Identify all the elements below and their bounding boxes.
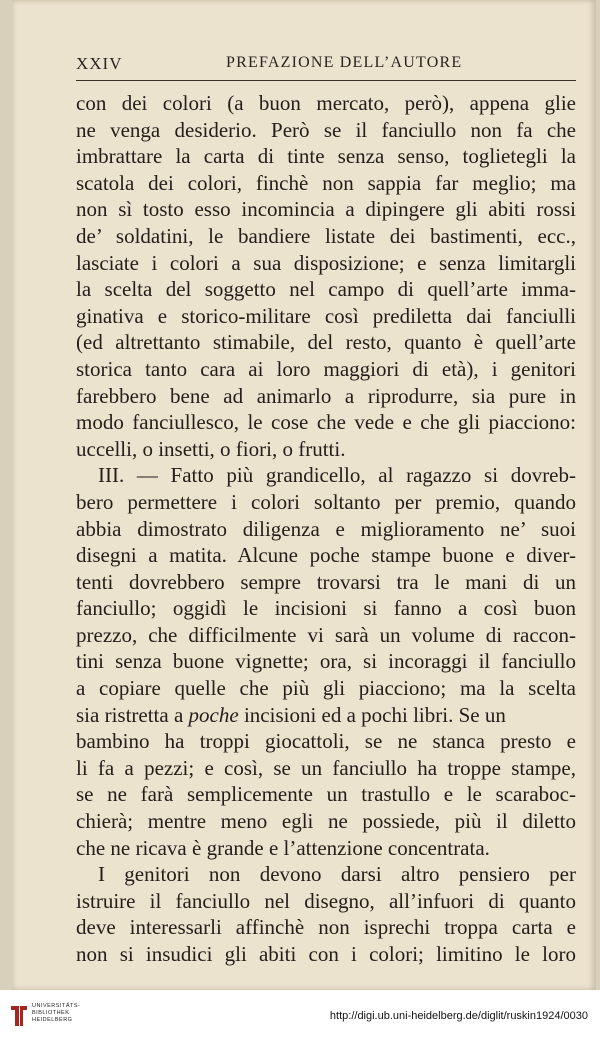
text-line: se ne farà semplicemente un trastullo e le scaraboc- xyxy=(76,782,576,807)
text-line: tenti dovrebbero sempre trovarsi tra le mani di un xyxy=(76,569,576,594)
text-line: III. — Fatto più grandicello, al ragazzo si dovreb- xyxy=(98,463,576,488)
running-title: PREFAZIONE DELL’AUTORE xyxy=(226,54,463,71)
text-line: uccelli, o insetti, o fiori, o frutti. xyxy=(76,436,346,461)
text-line: chierà; mentre meno egli ne possiede, più il diletto xyxy=(76,809,576,834)
text-line: che ne ricava è grande e l’attenzione concentrata. xyxy=(76,835,490,860)
library-line: BIBLIOTHEK xyxy=(32,1010,70,1016)
text-line: non sì tosto esso incomincia a dipingere gli abiti rossi xyxy=(76,197,576,222)
text-line: prezzo, che difficilmente vi sarà un volume di raccon- xyxy=(76,622,576,647)
library-name xyxy=(32,1003,80,1024)
text-line: storica tanto cara ai loro maggiori di età), i genitori xyxy=(76,356,576,381)
running-header xyxy=(76,52,576,78)
text-line: modo fanciullesco, le cose che vede e che gli piacciono: xyxy=(76,410,576,435)
page-number: XXIV xyxy=(76,54,123,73)
text-line: abbia dimostrato diligenza e miglioramento ne’ suoi xyxy=(76,516,576,541)
library-line: HEIDELBERG xyxy=(32,1017,73,1023)
library-line: UNIVERSITÄTS- xyxy=(32,1003,81,1009)
text-line: disegni a matita. Alcune poche stampe buone e diver- xyxy=(76,543,576,568)
text-line: ginativa e storico-militare così prediletta dai fanciulli xyxy=(76,303,576,328)
text-line: ne venga desiderio. Però se il fanciullo non fa che xyxy=(76,117,576,142)
text-line: bambino ha troppi giocattoli, se ne stanca presto e xyxy=(76,729,576,754)
text-line: li fa a pezzi; e così, se un fanciullo ha troppe stampe, xyxy=(76,755,576,780)
text-segment: sia ristretta a xyxy=(76,702,184,727)
italic-word: poche xyxy=(188,702,239,727)
library-logo-icon xyxy=(8,1002,30,1030)
digitization-footer xyxy=(0,990,600,1042)
text-line: scatola dei colori, finchè non sappia far meglio; ma xyxy=(76,170,576,195)
header-rule xyxy=(76,80,576,81)
text-line: I genitori non devono darsi altro pensiero per xyxy=(98,862,576,887)
text-segment: incisioni ed a pochi libri. Se un xyxy=(243,702,506,727)
text-line: fanciullo; oggidì le incisioni si fanno a così buon xyxy=(76,596,576,621)
source-url-link[interactable]: http://digi.ub.uni-heidelberg.de/diglit/ruskin1924/0030 xyxy=(329,1010,588,1022)
text-line: bero permettere i colori soltanto per premio, quando xyxy=(76,489,576,514)
text-line: a copiare quelle che più gli piacciono; ma la scelta xyxy=(76,676,576,701)
text-line: istruire il fanciullo nel disegno, all’infuori di quanto xyxy=(76,888,576,913)
text-line: con dei colori (a buon mercato, però), appena glie xyxy=(76,91,576,115)
text-line-mixed xyxy=(76,702,576,729)
text-line: farebbero bene ad animarlo a riprodurre, sia pure in xyxy=(76,383,576,408)
text-line: lasciate i colori a sua disposizione; e senza limitargli xyxy=(76,250,576,275)
text-line: imbrattare la carta di tinte senza senso, toglietegli la xyxy=(76,144,576,169)
body-text xyxy=(76,90,576,968)
text-line: tini senza buone vignette; ora, si incoraggi il fanciullo xyxy=(76,649,576,674)
text-line: non si insudici gli abiti con i colori; limitino le loro xyxy=(76,942,576,966)
text-line: (ed altrettanto stimabile, del resto, quanto è quell’arte xyxy=(76,330,576,355)
text-line: la scelta del soggetto nel campo di quell’arte imma- xyxy=(76,277,576,302)
text-line: de’ soldatini, le bandiere listate dei bastimenti, ecc., xyxy=(76,223,576,248)
text-line: deve interessarli affinchè non isprechi troppa carta e xyxy=(76,915,576,940)
